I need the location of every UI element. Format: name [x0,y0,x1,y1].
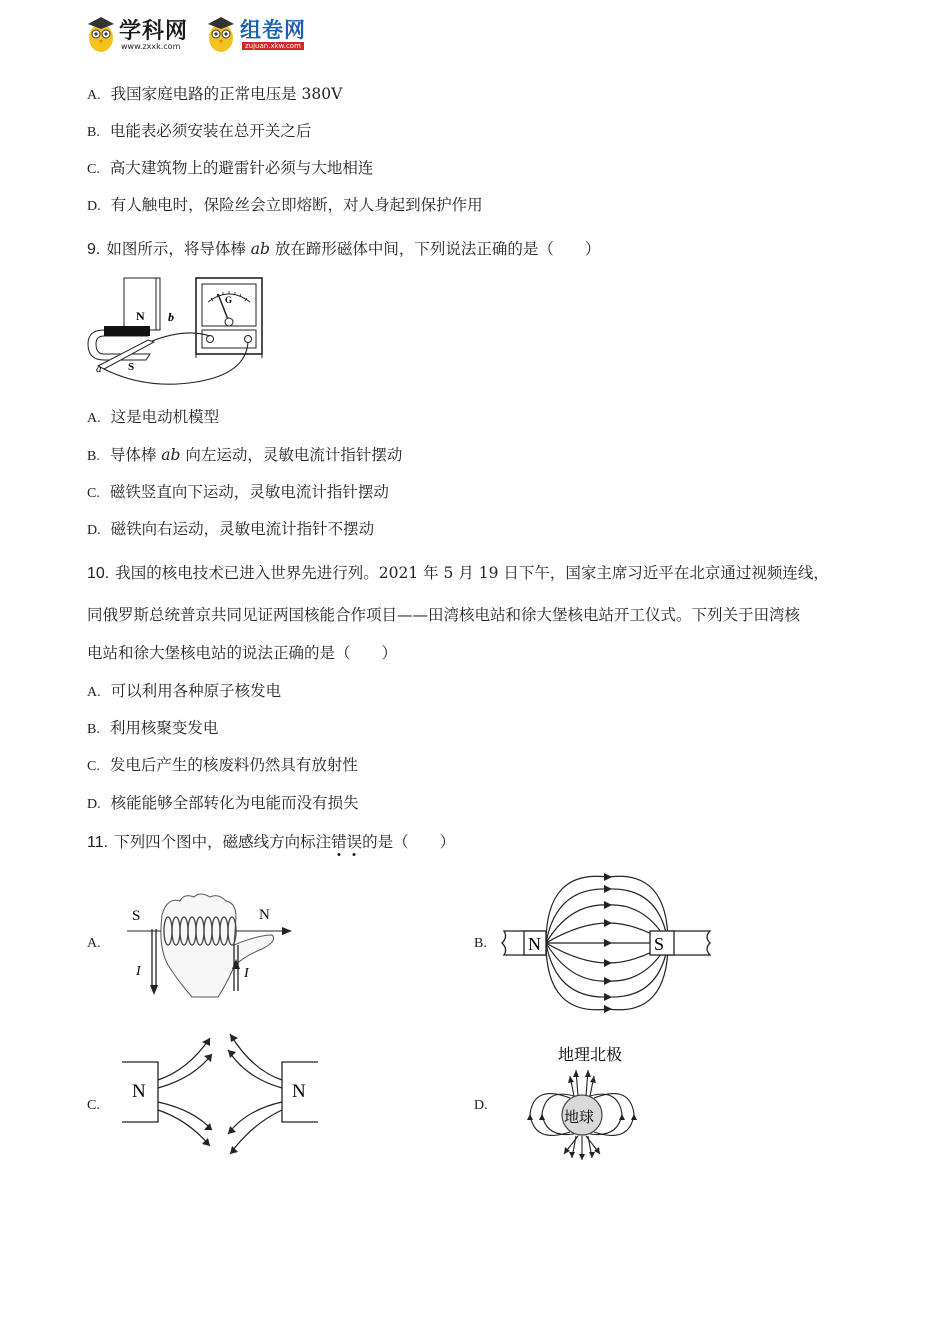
q9-figure [86,274,276,392]
fig-a-s-label: S [132,908,141,924]
q10-stem-line1: 10. 我国的核电技术已进入世界先进行列。2021 年 5 月 19 日下午，国家主席习近平在北京通过视频连线， [87,564,829,582]
fig-b-s-label: S [654,934,665,954]
q10-stem-line2: 同俄罗斯总统普京共同见证两国核能合作项目——田湾核电站和徐大堡核电站开工仪式。下列关于田湾核 [87,606,801,624]
q11-fig-d-letter: D. [474,1098,488,1113]
rod-b-label: b [168,310,174,324]
magnet-n-label: N [136,309,145,323]
q11-figure-c [118,1030,323,1165]
fig-c-n2-label: N [292,1081,306,1102]
fig-d-earth-label: 地球 [564,1110,595,1126]
q8-option-d: D. 有人触电时，保险丝会立即熔断，对人身起到保护作用 [87,196,483,214]
q11-fig-b-letter: B. [474,936,487,951]
logo2-url: zujuan.xkw.com [242,42,304,50]
logo1-text: 学科网 [119,19,189,44]
fig-a-n-label: N [259,907,270,923]
q9-option-b: B. 导体棒 ab 向左运动，灵敏电流计指针摆动 [87,446,403,464]
q11-stem: 11. 下列四个图中，磁感线方向标注错误的是（ ） [87,833,456,851]
q8-option-a: A. 我国家庭电路的正常电压是 380V [87,85,343,103]
fig-d-pole-label: 地理北极 [558,1047,623,1064]
logo1-url: www.zxxk.com [121,42,181,51]
q9-option-d: D. 磁铁向右运动，灵敏电流计指针不摆动 [87,520,375,538]
q9-stem: 9. 如图所示，将导体棒 ab 放在蹄形磁体中间，下列说法正确的是（ ） [87,240,601,258]
magnet-s-label: S [128,361,135,373]
fig-b-n-label: N [528,934,541,954]
q10-option-a: A. 可以利用各种原子核发电 [87,682,282,700]
logo2-text: 组卷网 [240,18,306,42]
rod-a-label: a [96,363,102,375]
q8-option-b: B. 电能表必须安装在总开关之后 [87,122,312,140]
q9-option-a: A. 这是电动机模型 [87,408,220,426]
header-logos [86,10,326,55]
q10-option-d: D. 核能能够全部转化为电能而没有损失 [87,794,359,812]
fig-a-i1-label: I [136,964,141,979]
q8-option-c: C. 高大建筑物上的避雷针必须与大地相连 [87,159,374,177]
q10-option-c: C. 发电后产生的核废料仍然具有放射性 [87,756,358,774]
fig-a-i2-label: I [244,966,249,981]
q11-figure-b [500,873,715,1013]
galvanometer-label: G [225,295,233,305]
q11-figure-a [122,885,297,1000]
owl-mascot-icon [206,14,236,54]
q10-stem-line3: 电站和徐大堡核电站的说法正确的是（ ） [87,644,398,662]
q9-option-c: C. 磁铁竖直向下运动，灵敏电流计指针摆动 [87,483,389,501]
q11-fig-c-letter: C. [87,1098,100,1113]
owl-mascot-icon [86,14,116,54]
q11-figure-d [520,1040,645,1168]
fig-c-n1-label: N [132,1081,146,1102]
q10-option-b: B. 利用核聚变发电 [87,719,219,737]
q11-fig-a-letter: A. [87,936,101,951]
